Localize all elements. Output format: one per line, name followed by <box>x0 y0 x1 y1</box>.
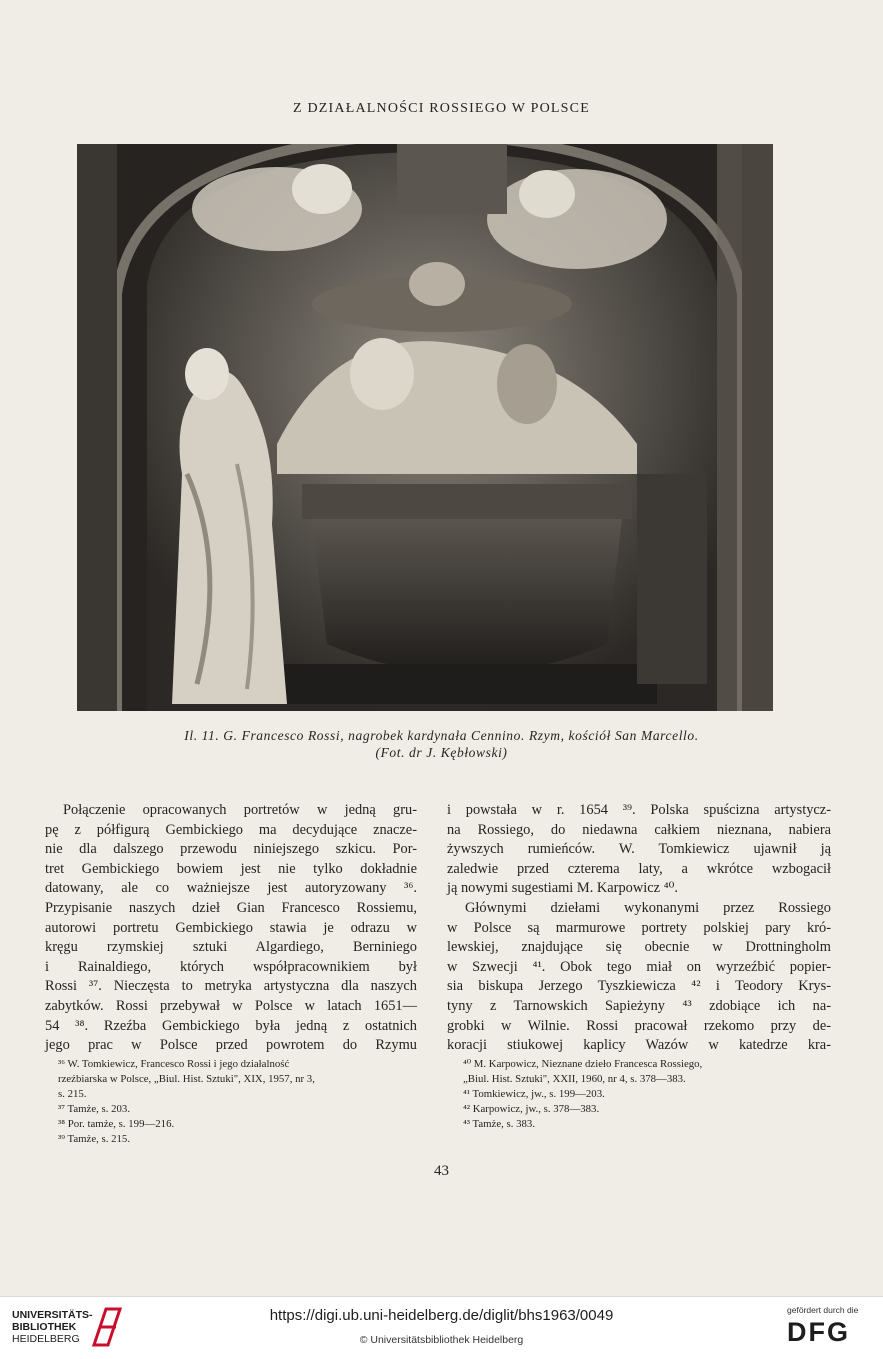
footnote-line: ⁴⁰ M. Karpowicz, Nieznane dzieło Francesca Rossiego, <box>463 1058 703 1070</box>
text-line: na Rossiego, do niedawna całkiem nieznana, nabiera <box>447 821 831 838</box>
text-line: żywszych rumieńców. W. Tomkiewicz ujawnił ją <box>447 841 831 858</box>
footnotes-right <box>463 1057 843 1132</box>
text-line: w Szwecji ⁴¹. Obok tego miał on wyrzeźbić popier- <box>447 958 831 975</box>
text-line: datowany, ale co ważniejsze jest autoryzowany ³⁶. <box>45 880 417 897</box>
text-line: kręgu rzymskiej sztuki Algardiego, Berniniego <box>45 939 417 956</box>
text-line: zabytków. Rossi przebywał w Polsce w latach 1651— <box>45 997 417 1014</box>
library-name-line: HEIDELBERG <box>12 1333 80 1345</box>
body-column-right <box>447 801 831 1056</box>
text-line: autorowi portretu Gembickiego stawia je odrazu w <box>45 919 417 936</box>
text-line: jego prac w Polsce przed powrotem do Rzymu <box>45 1037 417 1054</box>
text-line: nie dla dalszego przewodu niniejszego szkicu. Por- <box>45 841 417 858</box>
footnote-line: s. 215. <box>58 1088 87 1100</box>
caption-line-2: (Fot. dr J. Kębłowski) <box>375 745 508 760</box>
footnote-line: ³⁹ Tamże, s. 215. <box>58 1133 131 1145</box>
text-line: Głównymi dziełami wykonanymi przez Rossiego <box>465 899 831 916</box>
footnote-line: rzeźbiarska w Polsce, „Biul. Hist. Sztuki", XIX, 1957, nr 3, <box>58 1073 315 1085</box>
text-line: koracji stiukowej kaplicy Wazów w katedrze kra- <box>447 1037 831 1054</box>
running-head: Z DZIAŁALNOŚCI ROSSIEGO W POLSCE <box>293 101 590 116</box>
footnote-line: ⁴³ Tamże, s. 383. <box>463 1118 536 1130</box>
text-line: grobki w Wilnie. Rossi pracował rzekomo przy de- <box>447 1017 831 1034</box>
footnote-line: ⁴¹ Tomkiewicz, jw., s. 199—203. <box>463 1088 605 1100</box>
text-line: sia biskupa Jerzego Tyszkiewicza ⁴² i Teodory Krys- <box>447 978 831 995</box>
body-column-left <box>45 801 417 1056</box>
footnote-line: ³⁷ Tamże, s. 203. <box>58 1103 131 1115</box>
text-line: Przypisanie naszych dzieł Gian Francesco Rossiemu, <box>45 899 417 916</box>
figure-caption <box>100 727 783 761</box>
footnote-line: ³⁶ W. Tomkiewicz, Francesco Rossi i jego działalność <box>58 1058 290 1070</box>
page-number: 43 <box>434 1163 449 1179</box>
text-line: lewskiej, znajdujące się obecnie w Drottningholm <box>447 939 831 956</box>
text-line: zaledwie przed czterema laty, a wkrótce wzbogacił <box>447 860 831 877</box>
text-line: i powstała w r. 1654 ³⁹. Polska spuścizna artystycz- <box>447 802 831 818</box>
text-line: ją nowymi sugestiami M. Karpowicz ⁴⁰. <box>447 880 679 897</box>
caption-line-1: Il. 11. G. Francesco Rossi, nagrobek kardynała Cennino. Rzym, kościół San Marcello. <box>184 728 699 743</box>
text-line: tret Gembickiego bowiem jest nie tylko dokładnie <box>45 860 417 877</box>
text-line: w Polsce są marmurowe portrety polskiej pary kró- <box>447 919 831 936</box>
tomb-photograph <box>77 144 773 711</box>
permalink-link[interactable]: https://digi.ub.uni-heidelberg.de/diglit/bhs1963/0049 <box>269 1307 614 1324</box>
text-line: tyny z Tarnowskich Sapieżyny ⁴³ zdobiące ich na- <box>447 997 831 1014</box>
text-line: Rossi ³⁷. Nieczęsta to metryka artystyczna dla naszych <box>45 978 417 995</box>
footnote-line: ³⁸ Por. tamże, s. 199—216. <box>58 1118 175 1130</box>
library-name-line: BIBLIOTHEK <box>12 1321 77 1333</box>
footnote-line: „Biul. Hist. Sztuki", XXII, 1960, nr 4, s. 378—383. <box>463 1073 686 1085</box>
funder-label: gefördert durch die <box>787 1305 859 1315</box>
footnote-line: ⁴² Karpowicz, jw., s. 378—383. <box>463 1103 600 1115</box>
tomb-photograph-image <box>77 144 773 711</box>
viewer-footer <box>0 1296 883 1359</box>
footnotes-left <box>58 1057 438 1147</box>
library-name-line: UNIVERSITÄTS- <box>12 1309 93 1321</box>
copyright-notice: © Universitätsbibliothek Heidelberg <box>359 1334 524 1346</box>
dfg-logo[interactable]: DFG <box>787 1317 850 1347</box>
text-line: pę z półfigurą Gembickiego ma decydujące znacze- <box>45 821 417 838</box>
text-line: 54 ³⁸. Rzeźba Gembickiego była jedną z ostatnich <box>45 1017 417 1034</box>
text-line: i Rainaldiego, których współpracownikiem był <box>45 958 417 975</box>
text-line: Połączenie opracowanych portretów w jedną gru- <box>63 802 417 818</box>
